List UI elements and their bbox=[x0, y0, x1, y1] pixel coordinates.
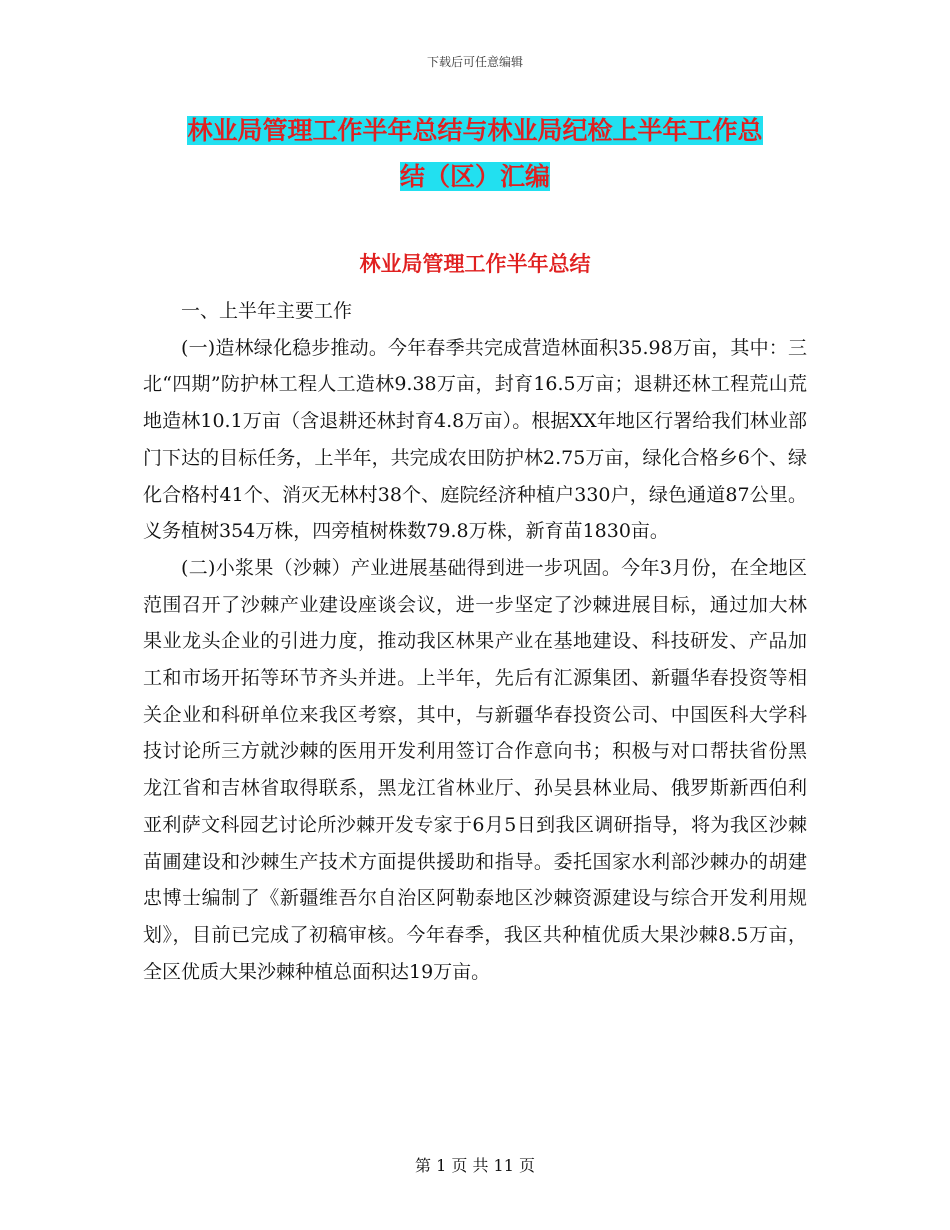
section-title: 林业局管理工作半年总结 bbox=[359, 252, 591, 276]
document-title-line2: 结（区）汇编 bbox=[399, 162, 550, 191]
paragraph-seabuckthorn: (二)小浆果（沙棘）产业进展基础得到进一步巩固。今年3月份，在全地区范围召开了沙棘产业建设座谈会议，进一步坚定了沙棘进展目标，通过加大林果业龙头企业的引进力度，推动我区林果产业在基地建设、科技研发、产品加工和市场开拓等环节齐头并进。上半年，先后有汇源集团、新疆华春投资等相关企业和科研单位来我区考察，其中，与新疆华春投资公司、中国医科大学科技讨论所三方就沙棘的医用开发利用签订合作意向书；积极与对口帮扶省份黑龙江省和吉林省取得联系，黑龙江省林业厅、孙吴县林业局、俄罗斯新西伯利亚利萨文科园艺讨论所沙棘开发专家于6月5日到我区调研指导，将为我区沙棘苗圃建设和沙棘生产技术方面提供援助和指导。委托国家水利部沙棘办的胡建忠博士编制了《新疆维吾尔自治区阿勒泰地区沙棘资源建设与综合开发利用规划》，目前已完成了初稿审核。今年春季，我区共种植优质大果沙棘8.5万亩，全区优质大果沙棘种植总面积达19万亩。 bbox=[143, 556, 807, 983]
page-footer: 第 1 页 共 11 页 bbox=[415, 1156, 535, 1175]
paragraph-heading: 一、上半年主要工作 bbox=[181, 300, 353, 322]
document-title-line1: 林业局管理工作半年总结与林业局纪检上半年工作总 bbox=[187, 116, 763, 145]
paragraph-afforestation: (一)造林绿化稳步推动。今年春季共完成营造林面积35.98万亩，其中：三北“四期”防护林工程人工造林9.38万亩，封育16.5万亩；退耕还林工程荒山荒地造林10.1万亩（含退耕还林封育4.8万亩）。根据XX年地区行署给我们林业部门下达的目标任务，上半年，共完成农田防护林2.75万亩，绿化合格乡6个、绿化合格村41个、消灭无林村38个、庭院经济种植户330户，绿色通道87公里。义务植树354万株，四旁植树株数79.8万株，新育苗1830亩。 bbox=[143, 336, 807, 543]
document-title bbox=[143, 108, 807, 200]
header-note: 下载后可任意编辑 bbox=[426, 55, 523, 69]
document-body bbox=[143, 293, 807, 990]
